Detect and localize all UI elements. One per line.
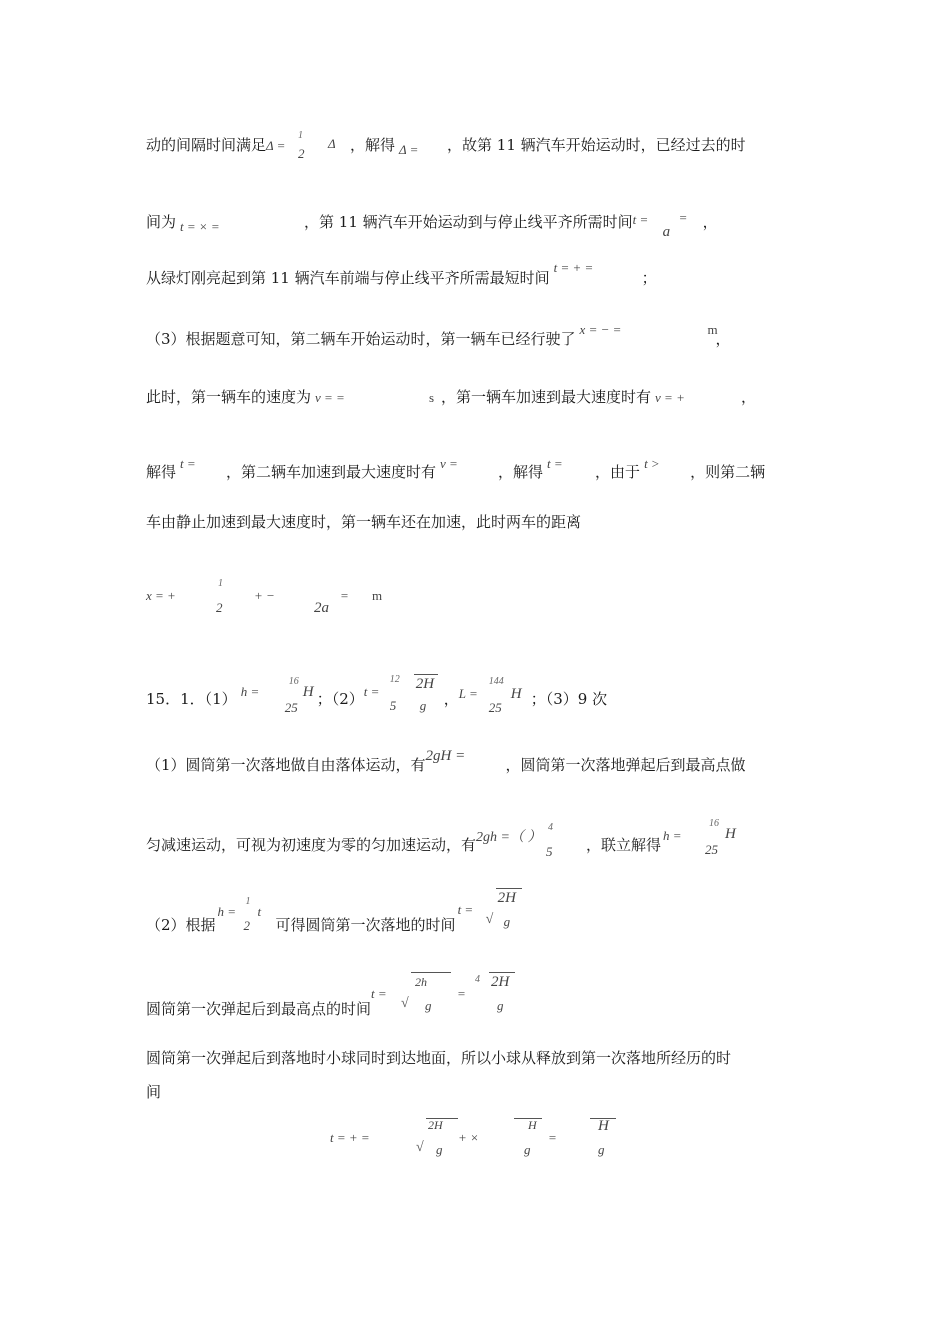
formula-rebound-height: h = 16 25 H (663, 818, 736, 857)
text-line-15 (146, 1082, 161, 1102)
text-line-11 (146, 818, 745, 864)
text-segment: ；（3）9 次 (530, 690, 608, 708)
formula-max-velocity-second-car: v = (440, 456, 458, 471)
text-line-13 (146, 974, 531, 1032)
formula-fall-height: h = 1 2 t (217, 896, 262, 933)
formula-max-velocity-first-car: v = + (655, 390, 685, 405)
formula-shortest-time: t = + = (553, 260, 594, 275)
text-segment: ，故第 11 辆汽车开始运动时，已经过去的时 (447, 136, 746, 154)
text-segment: ，解得 (350, 136, 396, 154)
text-line-5 (146, 386, 756, 410)
text-segment: 可得圆筒第一次落地的时间 (275, 916, 456, 934)
text-segment: 此时，第一辆车的速度为 (146, 388, 312, 406)
text-segment: 间 (146, 1083, 162, 1101)
formula-two-car-distance: x = + 1 2 + − 2a = m (146, 578, 383, 616)
text-segment: ， (741, 388, 757, 406)
text-segment: ； (641, 269, 657, 287)
text-segment: （3）根据题意可知，第二辆车开始运动时，第一辆车已经行驶了 (146, 330, 576, 348)
text-segment: 从绿灯刚亮起到第 11 辆汽车前端与停止线平齐所需最短时间 (146, 269, 550, 287)
formula-total-distance: L = 144 25 H (458, 676, 522, 715)
text-line-12 (146, 890, 526, 948)
text-segment: ， (715, 330, 731, 348)
text-line-7 (146, 512, 581, 532)
formula-align-time: t = a = (632, 210, 688, 240)
text-segment: （1）圆筒第一次落地做自由落体运动，有 (146, 756, 426, 774)
formula-time-2: t = (547, 456, 563, 471)
text-segment: ，圆筒第一次落地弹起后到最高点做 (505, 756, 746, 774)
text-segment: ，则第二辆 (690, 463, 766, 481)
formula-elapsed-time: t = × = (180, 219, 220, 234)
formula-rebound: 2gh =（ ） 4 5 (476, 822, 554, 859)
formula-delta-interval: Δ = 1 2 Δ (266, 130, 336, 161)
formula-total-fall-time: t = + = √ 2H g + × H g = H g (330, 1130, 630, 1174)
text-segment: ，解得 (498, 463, 544, 481)
text-segment: ，第二辆车加速到最大速度时有 (226, 463, 437, 481)
formula-first-fall-time: t = √ 2H g (456, 904, 526, 948)
text-segment: 圆筒第一次弹起后到落地时小球同时到达地面，所以小球从释放到第一次落地所经历的时 (146, 1049, 732, 1067)
text-line-1 (146, 132, 746, 160)
text-segment: 匀减速运动，可视为初速度为零的匀加速运动，有 (146, 836, 477, 854)
text-segment: ， (702, 213, 718, 231)
text-segment: 车由静止加速到最大速度时，第一辆车还在加速，此时两车的距离 (146, 513, 582, 531)
text-segment: 动的间隔时间满足 (146, 136, 267, 154)
formula-velocity-first-car: v = = s (315, 390, 435, 405)
text-line-6 (146, 456, 766, 486)
text-line-10 (146, 748, 746, 778)
text-line-2 (146, 206, 718, 240)
formula-delta-result: Δ = (399, 142, 419, 157)
formula-time-compare: t > (644, 456, 660, 471)
answer-heading: 15．1．（1） (146, 690, 237, 708)
text-line-9 (146, 674, 608, 720)
text-line-14 (146, 1048, 731, 1068)
text-line-8 (146, 578, 386, 618)
text-segment: 圆筒第一次弹起后到最高点的时间 (146, 1000, 372, 1018)
text-line-4 (146, 322, 731, 354)
text-line-3 (146, 260, 657, 294)
text-segment: ， (443, 690, 459, 708)
text-segment: ；（2） (316, 690, 364, 708)
formula-rise-time: t = √ 2h g = 4 2H g (371, 988, 531, 1032)
formula-free-fall: 2gH = (425, 748, 466, 764)
formula-total-time: t = 12 5 2H g (364, 680, 444, 720)
text-segment: ，第 11 辆汽车开始运动到与停止线平齐所需时间 (304, 213, 633, 231)
text-segment: 解得 (146, 463, 177, 481)
formula-max-height: h = 16 25 H (240, 676, 314, 715)
text-segment: ，第一辆车加速到最大速度时有 (441, 388, 652, 406)
formula-time-1: t = (180, 456, 196, 471)
text-segment: （2）根据 (146, 916, 216, 934)
text-segment: 间为 (146, 213, 177, 231)
text-segment: ，联立解得 (586, 836, 662, 854)
text-segment: ，由于 (595, 463, 641, 481)
formula-displacement: x = − = m (579, 322, 718, 337)
